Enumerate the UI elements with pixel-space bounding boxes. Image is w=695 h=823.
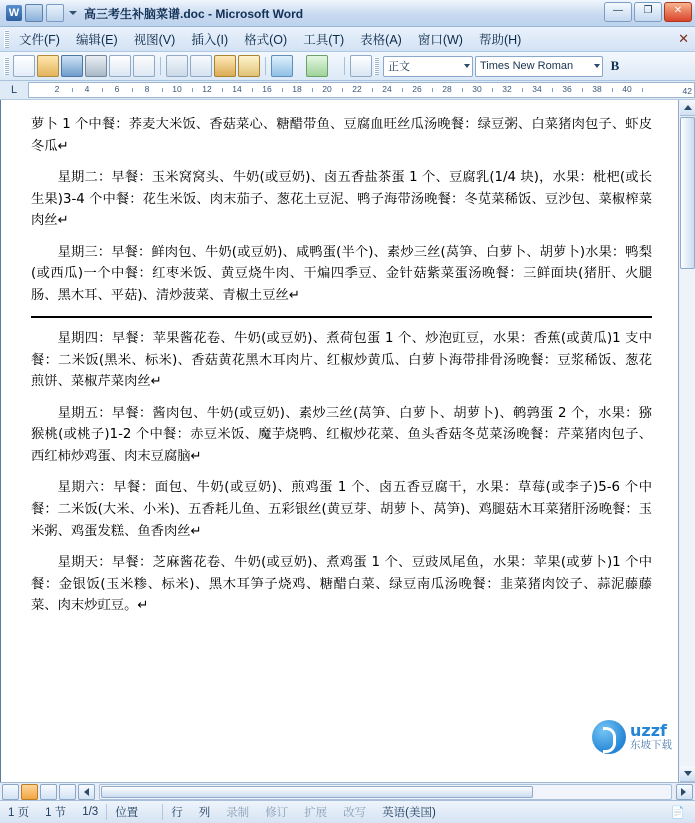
minimize-button[interactable]: — — [604, 2, 632, 22]
page-break-divider — [31, 316, 652, 318]
ruler-tick — [72, 88, 73, 92]
cut-icon[interactable] — [166, 55, 188, 77]
ruler-tick — [342, 88, 343, 92]
print-icon[interactable] — [85, 55, 107, 77]
ruler-tick-label: 34 — [532, 84, 542, 94]
style-select[interactable] — [383, 56, 473, 77]
formatting-toolbar-grip[interactable] — [374, 57, 379, 75]
window-controls[interactable] — [604, 2, 692, 22]
ruler-tick-label: 10 — [172, 84, 182, 94]
ruler-tick — [492, 88, 493, 92]
status-column-label: 列 — [198, 807, 211, 819]
paste-icon[interactable] — [214, 55, 236, 77]
status-position-value — [146, 804, 163, 820]
ruler-tick-label: 24 — [382, 84, 392, 94]
spellcheck-status-icon[interactable]: 📄 — [670, 807, 685, 819]
ruler-tick — [132, 88, 133, 92]
ruler-tick — [552, 88, 553, 92]
quick-access-toolbar[interactable] — [6, 4, 78, 22]
ruler-tick-label: 28 — [442, 84, 452, 94]
ruler-tick — [402, 88, 403, 92]
ruler-tick — [222, 88, 223, 92]
watermark-brand: uzzf — [630, 721, 667, 741]
style-select-value: 正文 — [388, 61, 410, 73]
menu-grip[interactable] — [4, 30, 9, 48]
ruler-right-number: 42 — [682, 86, 692, 96]
ruler-tick-label: 32 — [502, 84, 512, 94]
toolbar-grip[interactable] — [4, 57, 9, 75]
ruler-tick — [522, 88, 523, 92]
ruler-tick-label: 6 — [114, 84, 120, 94]
document-paragraph[interactable]: 星期二：早餐：玉米窝窝头、牛奶(或豆奶)、卤五香盐茶蛋 1 个、豆腐乳(1/4 块)，水果：枇杷(或长生果)3-4 个中餐：花生米饭、肉末茄子、葱花土豆泥、鸭子海带汤晚餐：冬苋菜稀饭、豆沙包、菜椒榨菜肉丝↵ — [31, 170, 652, 229]
ruler-tick — [612, 88, 613, 92]
view-normal-button[interactable] — [2, 784, 19, 800]
redo-dropdown-icon[interactable] — [330, 56, 339, 76]
view-web-layout-button[interactable] — [40, 784, 57, 800]
ruler-tick — [162, 88, 163, 92]
status-language[interactable]: 英语(美国) — [382, 807, 436, 819]
horizontal-scroll-track[interactable] — [99, 784, 672, 800]
ruler-tick — [192, 88, 193, 92]
ruler-tick-label: 14 — [232, 84, 242, 94]
save-icon[interactable] — [25, 4, 43, 22]
document-paragraph[interactable]: 星期四：早餐：苹果酱花卷、牛奶(或豆奶)、煮荷包蛋 1 个、炒泡豇豆，水果：香蕉(或黄瓜)1 支中餐：二米饭(黑米、标米)、香菇黄花黑木耳肉片、红椒炒黄瓜、白萝卜海带排骨汤晚餐：豆浆稀饭、葱花煎饼、菜椒芹菜肉丝↵ — [31, 331, 652, 390]
watermark-subtitle: 东坡下载 — [630, 739, 672, 752]
ruler-tick-label: 20 — [322, 84, 332, 94]
menu-item-help[interactable]: 帮助(H) — [478, 33, 522, 47]
ruler-bar — [0, 81, 695, 100]
menu-item-view[interactable]: 视图(V) — [133, 33, 176, 47]
undo-icon[interactable] — [46, 4, 64, 22]
status-position-label: 位置 — [115, 807, 139, 819]
menu-item-table[interactable]: 表格(A) — [360, 33, 402, 47]
ruler-tick — [282, 88, 283, 92]
insert-table-icon[interactable] — [350, 55, 372, 77]
status-extend[interactable]: 扩展 — [304, 807, 328, 819]
window-title: 高三考生补脑菜谱.doc - Microsoft Word — [84, 6, 304, 21]
ruler-tick — [462, 88, 463, 92]
uzzf-logo-icon — [592, 720, 626, 754]
menu-item-edit[interactable]: 编辑(E) — [75, 33, 118, 47]
status-section: 1 节 — [45, 807, 67, 819]
scroll-down-button[interactable] — [680, 766, 695, 782]
status-bar — [0, 800, 695, 823]
toolbar-separator-3 — [344, 57, 345, 75]
maximize-button[interactable]: ❐ — [634, 2, 662, 22]
document-paragraph[interactable]: 星期五：早餐：酱肉包、牛奶(或豆奶)、素炒三丝(莴笋、白萝卜、胡萝卜)、鹌鹑蛋 2 个，水果：猕猴桃(或桃子)1-2 个中餐：赤豆米饭、魔芋烧鸭、红椒炒花菜、鱼头香菇冬苋菜汤晚餐：芹菜猪肉包子、西红柿炒鸡蛋、肉末豆腐脑↵ — [31, 405, 652, 464]
document-paragraph[interactable]: 星期六：早餐：面包、牛奶(或豆奶)、煎鸡蛋 1 个、卤五香豆腐干，水果：草莓(或李子)5-6 个中餐：二米饭(大米、小米)、五香耗儿鱼、五彩银丝(黄豆芽、胡萝卜、莴笋)、鸡腿菇木耳菜猪肝汤晚餐：玉米粥、鸡蛋发糕、鱼香肉丝↵ — [31, 480, 652, 539]
ruler-tick-label: 18 — [292, 84, 302, 94]
menu-item-file[interactable]: 文件(F) — [19, 33, 60, 47]
new-doc-icon[interactable] — [13, 55, 35, 77]
scroll-left-button[interactable] — [78, 784, 95, 800]
status-page-of: 1/3 — [74, 804, 107, 820]
document-content[interactable] — [1, 104, 678, 617]
copy-icon[interactable] — [190, 55, 212, 77]
menu-item-insert[interactable]: 插入(I) — [191, 33, 229, 47]
ruler-tick-label: 8 — [144, 84, 150, 94]
watermark — [592, 720, 672, 754]
toolbar-separator-2 — [265, 57, 266, 75]
chevron-down-icon[interactable] — [594, 64, 600, 68]
chevron-down-icon[interactable] — [464, 64, 470, 68]
ruler-tick — [252, 88, 253, 92]
horizontal-scrollbar-row — [0, 782, 695, 800]
horizontal-scroll-thumb[interactable] — [101, 786, 533, 798]
ruler-tick — [372, 88, 373, 92]
document-area — [0, 100, 695, 782]
status-line-label: 行 — [171, 807, 183, 819]
scroll-up-button[interactable] — [680, 100, 695, 116]
open-icon[interactable] — [37, 55, 59, 77]
menu-item-tools[interactable]: 工具(T) — [303, 33, 345, 47]
bold-button[interactable]: B — [610, 58, 620, 73]
ruler-tick-label: 26 — [412, 84, 422, 94]
close-button[interactable]: ✕ — [664, 2, 692, 22]
word-icon: W — [6, 5, 22, 21]
font-select-value: Times New Roman — [480, 60, 574, 72]
scroll-right-button[interactable] — [676, 784, 693, 800]
document-paragraph[interactable]: 萝卜 1 个中餐：荞麦大米饭、香菇菜心、糖醋带鱼、豆腐血旺丝瓜汤晚餐：绿豆粥、白菜猪肉包子、虾皮冬瓜↵ — [31, 117, 652, 154]
undo-dropdown-icon[interactable] — [295, 56, 304, 76]
print-preview-icon[interactable] — [109, 55, 131, 77]
menu-item-format[interactable]: 格式(O) — [244, 33, 288, 47]
ruler-tick-label: 40 — [622, 84, 632, 94]
format-painter-icon[interactable] — [238, 55, 260, 77]
close-document-button[interactable]: ✕ — [678, 31, 689, 46]
document-paragraph[interactable]: 星期天：早餐：芝麻酱花卷、牛奶(或豆奶)、煮鸡蛋 1 个、豆豉凤尾鱼，水果：苹果(或萝卜)1 个中餐：金银饭(玉米糁、标米)、黑木耳笋子烧鸡、糖醋白菜、绿豆南瓜汤晚餐：韭菜猪肉饺子、蒜泥藤藤菜、肉末炒豇豆。↵ — [31, 555, 652, 614]
chevron-down-icon[interactable] — [67, 5, 78, 21]
ruler-tick-label: 2 — [54, 84, 60, 94]
vertical-scroll-thumb[interactable] — [680, 117, 695, 269]
horizontal-ruler[interactable] — [28, 82, 695, 98]
view-print-layout-button[interactable] — [21, 784, 38, 800]
document-page[interactable] — [0, 100, 678, 782]
view-outline-button[interactable] — [59, 784, 76, 800]
status-page: 1 页 — [8, 807, 30, 819]
ruler-tick-label: 38 — [592, 84, 602, 94]
ruler-tick-label: 30 — [472, 84, 482, 94]
ruler-tick — [432, 88, 433, 92]
font-select[interactable] — [475, 56, 603, 77]
document-paragraph[interactable]: 星期三：早餐：鲜肉包、牛奶(或豆奶)、咸鸭蛋(半个)、素炒三丝(莴笋、白萝卜、胡萝卜)水果：鸭梨(或西瓜)一个中餐：红枣米饭、黄豆烧牛肉、干煸四季豆、金针菇紫菜蛋汤晚餐：三鲜面块(猪肝、火腿肠、黑木耳、平菇)、清炒菠菜、青椒土豆丝↵ — [31, 244, 652, 303]
ruler-tick-label: 22 — [352, 84, 362, 94]
status-revision[interactable]: 修订 — [265, 807, 289, 819]
toolbar-separator — [160, 57, 161, 75]
save-icon[interactable] — [61, 55, 83, 77]
ruler-tick-label: 16 — [262, 84, 272, 94]
standard-toolbar — [0, 52, 695, 81]
ruler-tick — [312, 88, 313, 92]
status-overtype[interactable]: 改写 — [343, 807, 367, 819]
ruler-tick — [582, 88, 583, 92]
redo-icon[interactable] — [306, 55, 328, 77]
undo-icon[interactable] — [271, 55, 293, 77]
ruler-tick-label: 4 — [84, 84, 90, 94]
ruler-tick-label: 36 — [562, 84, 572, 94]
ruler-tick-label: 12 — [202, 84, 212, 94]
ruler-tick — [102, 88, 103, 92]
title-bar — [0, 0, 695, 27]
menu-bar — [0, 27, 695, 52]
menu-item-window[interactable]: 窗口(W) — [417, 33, 463, 47]
vertical-scroll-track[interactable] — [680, 269, 695, 766]
ruler-tick — [642, 88, 643, 92]
spellcheck-icon[interactable] — [133, 55, 155, 77]
vertical-scrollbar[interactable] — [678, 100, 695, 782]
tab-stop-selector[interactable]: L — [10, 84, 18, 96]
status-record[interactable]: 录制 — [226, 807, 250, 819]
